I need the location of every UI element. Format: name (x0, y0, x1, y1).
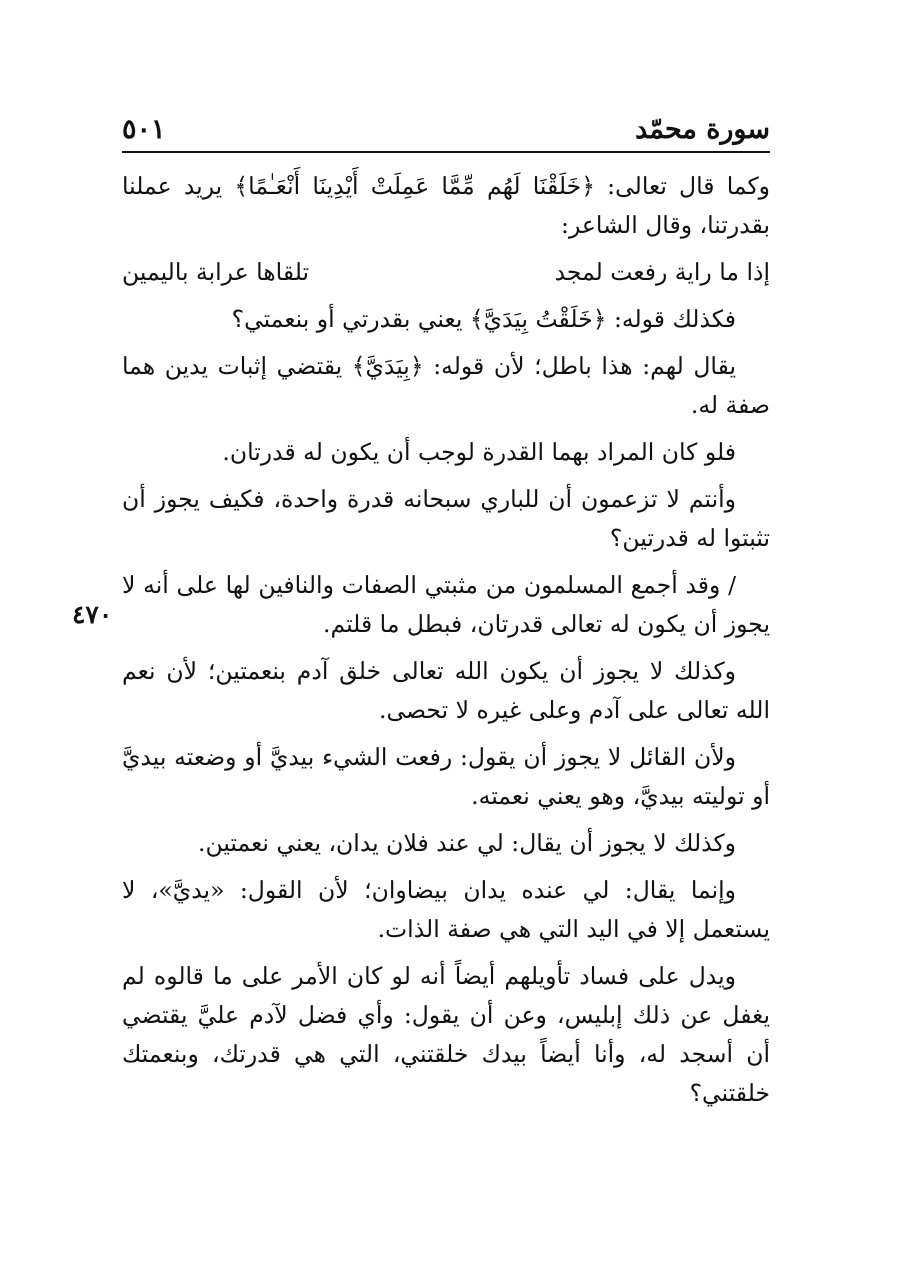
manuscript-page-marker: ٤٧٠ (72, 600, 113, 629)
paragraph: ولأن القائل لا يجوز أن يقول: رفعت الشيء بيديَّ أو وضعته بيديَّ أو توليته بيديَّ، وهو يعني نعمته. (122, 743, 770, 810)
paragraph: وكذلك لا يجوز أن يقال: لي عند فلان يدان، يعني نعمتين. (197, 829, 736, 857)
running-header (122, 106, 770, 150)
poetry-verse (122, 253, 770, 292)
paragraph: وكما قال تعالى: ﴿خَلَقْنَا لَهُم مِّمَّا عَمِلَتْ أَيْدِينَا أَنْعَـٰمًا﴾ يريد عملنا بقدرتنا، وقال الشاعر: (122, 172, 770, 239)
surah-title: سورة محمّد (635, 114, 770, 145)
body-text (122, 167, 770, 1121)
paragraph: يقال لهم: هذا باطل؛ لأن قوله: ﴿بِيَدَيَّ﴾ يقتضي إثبات يدين هما صفة له. (122, 352, 770, 419)
verse-second-hemistich: تلقاها عرابة باليمين (122, 258, 310, 286)
paragraph: وكذلك لا يجوز أن يكون الله تعالى خلق آدم بنعمتين؛ لأن نعم الله تعالى على آدم وعلى غيره لا تحصى. (122, 657, 770, 724)
paragraph: وإنما يقال: لي عنده يدان بيضاوان؛ لأن القول: «يديَّ»، لا يستعمل إلا في اليد التي هي صفة الذات. (122, 876, 770, 943)
paragraph: فلو كان المراد بهما القدرة لوجب أن يكون له قدرتان. (222, 438, 736, 466)
paragraph: ويدل على فساد تأويلهم أيضاً أنه لو كان الأمر على ما قالوه لم يغفل عن ذلك إبليس، وعن أن يقول: وأي فضل لآدم عليَّ يقتضي أن أسجد له، وأنا أيضاً بيدك خلقتني، التي هي قدرتك، وبنعمتك خلقتني؟ (122, 962, 770, 1107)
header-rule (122, 151, 770, 153)
paragraph: وأنتم لا تزعمون أن للباري سبحانه قدرة واحدة، فكيف يجوز أن تثبتوا له قدرتين؟ (122, 485, 770, 552)
paragraph: فكذلك قوله: ﴿خَلَقْتُ بِيَدَيَّ﴾ يعني بقدرتي أو بنعمتي؟ (231, 305, 736, 333)
page-number: ٥٠١ (122, 114, 166, 145)
verse-first-hemistich: إذا ما راية رفعت لمجد (554, 258, 770, 286)
paragraph: / وقد أجمع المسلمون من مثبتي الصفات والنافين لها على أنه لا يجوز أن يكون له تعالى قدرتان، فبطل ما قلتم. (122, 571, 770, 638)
